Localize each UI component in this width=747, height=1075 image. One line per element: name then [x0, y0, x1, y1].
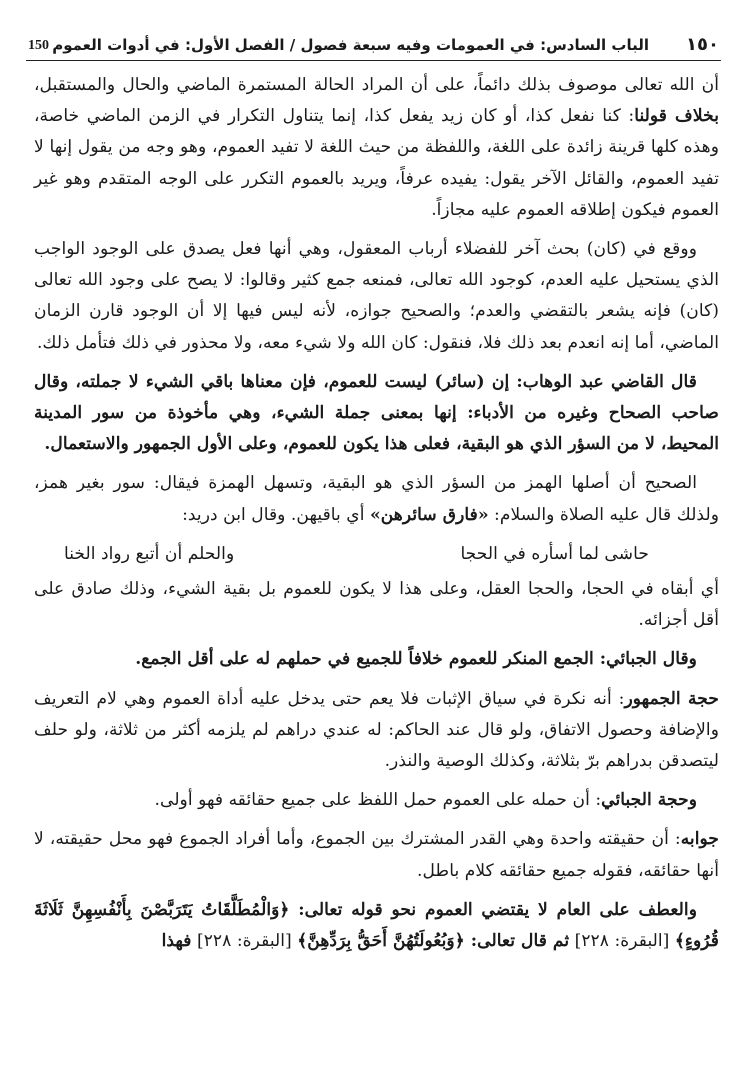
paragraph [34, 785, 719, 816]
bold-text-run: ثم قال تعالى: [464, 931, 570, 952]
bold-text-run: جوابه [680, 829, 719, 850]
page-body [34, 70, 719, 965]
bold-text-run: قال القاضي عبد الوهاب: إن (سائر) ليست للعموم، فإن معناها باقي الشيء لا جملته، وقال صاحب الصحاح وغيره من الأدباء: إنها بمعنى جملة الشيء، وهي مأخوذة من سور المدينة المحيط، لا من السؤر الذي هو البقية، فعلى هذا يكون للعموم، وعلى الأول الجمهور والاستعمال. [34, 371, 719, 455]
page-number-arabic: ١٥٠ [686, 34, 719, 55]
paragraph-group-2 [34, 574, 719, 957]
page-number: 150 [28, 38, 49, 53]
paragraph [34, 70, 719, 226]
text-run: ووقع في (كان) بحث آخر للفضلاء أرباب المعقول، وهي أنها فعل يصدق على الوجود الواجب الذي يستحيل عليه العدم، كوجود الله تعالى، فمنعه جمع كثير وقالوا: لا يصح على وجود الله تعالى (كان) فإنه يشعر بالتقضي والعدم؛ والصحيح جوازه، لأنه ليس فيها إلا أن الوجود قارن الزمان الماضي، أما إنه انعدم بعد ذلك فلا، فنقول: كان الله ولا شيء معه، ولا محذور في ذلك فتأمل ذلك. [34, 239, 719, 353]
text-run: : أن حقيقته واحدة وهي القدر المشترك بين الجموع، وأما أفراد الجموع فهو محل حقيقته، لا أنها حقائقه، فقوله جميع حقائقه كلام باطل. [34, 829, 719, 881]
text-run: : كنا نفعل كذا، أو كان زيد يفعل كذا، إنما يتناول التكرار في الزمن الماضي خاصة، وهذه كلها قرينة زائدة على اللغة، واللفظة من حيث اللغة لا تفيد العموم، وهو وجه من يقول إنها لا تفيد العموم، والقائل الآخر يقول: يفيده عرفاً، ويريد بالعموم التكرر على الوجه المتقدم وهو غير العموم فيكون إطلاقه العموم عليه مجازاً. [34, 106, 719, 220]
text-run: أي باقيهن. وقال ابن دريد: [182, 504, 370, 525]
paragraph-group-1 [34, 70, 719, 531]
paragraph [34, 895, 719, 957]
poetry-verse [34, 539, 719, 570]
paragraph [34, 234, 719, 359]
bold-text-run: ﴿وَالْمُطَلَّقَاتُ يَتَرَبَّصْنَ بِأَنْفُسِهِنَّ ثَلَاثَةَ قُرُوءٍ﴾ [34, 899, 719, 952]
paragraph [34, 468, 719, 530]
bold-text-run: والعطف على العام لا يقتضي العموم نحو قوله تعالى: [289, 899, 697, 920]
text-run: : أنه نكرة في سياق الإثبات فلا يعم حتى يدخل عليه أداة العموم وهي لام التعريف والإضافة وحصول الاتفاق، ولو قال عند الحاكم: له عندي دراهم لم يلزمه أكثر من ثلاثة، ولو حلف ليتصدقن بدراهم برّ بثلاثة، وكذلك الوصية والنذر. [34, 688, 719, 772]
bold-text-run: بخلاف قولنا [634, 106, 719, 127]
verse-hemistich-right: حاشى لما أسأره في الحجا [460, 543, 649, 564]
text-run: أي أبقاه في الحجا، والحجا العقل، وعلى هذا لا يكون للعموم بل بقية الشيء، وذلك صادق على أقل أجزائه. [34, 579, 719, 631]
header-title: الباب السادس: في العمومات وفيه سبعة فصول / الفصل الأول: في أدوات العموم [52, 36, 649, 54]
text-run: [البقرة: ٢٢٨] [569, 931, 675, 952]
text-run: : أن حمله على العموم حمل اللفظ على جميع حقائقه فهو أولى. [154, 790, 602, 811]
paragraph [34, 574, 719, 636]
running-header [26, 26, 721, 61]
bold-text-run: وحجة الجبائي [601, 790, 697, 811]
bold-text-run: حجة الجمهور [624, 688, 719, 709]
paragraph [34, 684, 719, 778]
verse-hemistich-left: والحلم أن أتبع رواد الخنا [64, 543, 235, 564]
text-run: أن الله تعالى موصوف بذلك دائماً، على أن المراد الحالة المستمرة الماضي والحال والمستقبل، [34, 75, 719, 95]
bold-text-run: وقال الجبائي: الجمع المنكر للعموم خلافاً للجميع في حملهم له على أقل الجمع. [135, 649, 697, 670]
text-run: [البقرة: ٢٢٨] [191, 931, 298, 952]
bold-text-run: ﴿وَبُعُولَتُهُنَّ أَحَقُّ بِرَدِّهِنَّ﴾ [297, 931, 465, 952]
text-run: الصحيح أن أصلها الهمز من السؤر الذي هو البقية، وتسهل الهمزة فيقال: سور بغير همز، ولذلك قال عليه الصلاة والسلام: [34, 473, 719, 525]
paragraph [34, 824, 719, 886]
paragraph [34, 644, 719, 675]
bold-text-run: «فارق سائرهن» [369, 504, 489, 525]
paragraph [34, 367, 719, 461]
bold-text-run: فهذا [161, 931, 192, 952]
